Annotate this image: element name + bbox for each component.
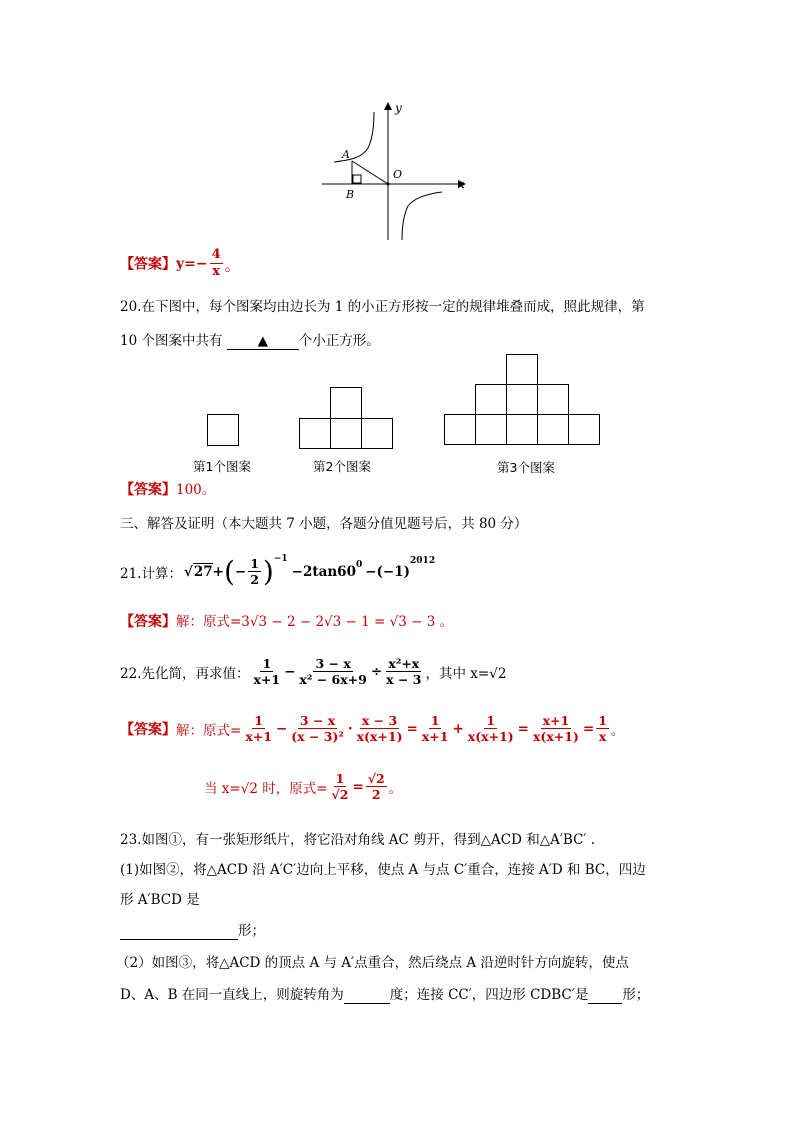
q21-degree: 0 <box>355 560 363 570</box>
label-o: O <box>393 168 403 181</box>
hyperbola-branch-left <box>334 112 374 162</box>
q22-end: 。 <box>610 723 625 739</box>
q21-answer-text: 解：原式=3√3 − 2 − 2√3 − 1 = √3 − 3 。 <box>176 614 454 630</box>
q23-line6-c: 形； <box>622 987 650 1003</box>
answer-tag: 【答案】 <box>120 256 176 273</box>
pattern3-square <box>506 414 538 445</box>
q22-line <box>120 650 506 694</box>
label-a: A <box>342 148 350 161</box>
q20-answer <box>120 478 215 499</box>
q22-f1-num: 1 <box>262 655 272 671</box>
q22-a5-num: 1 <box>486 712 496 728</box>
pattern3-square <box>537 414 569 445</box>
q21-label: 21.计算： <box>120 566 182 582</box>
q22-a1-num: 1 <box>254 712 263 728</box>
q22-ans-prefix: 解：原式= <box>176 723 242 739</box>
q22-when <box>204 764 402 810</box>
q22-a7-den: x <box>598 729 607 745</box>
q22-w1-den: √2 <box>331 787 349 803</box>
q22-a2-num: 3 − x <box>299 712 336 728</box>
q23-line5: （2）如图③，将△ACD 的顶点 A 与 A′点重合，然后绕点 A 沿逆时针方向旋转，使点 <box>116 955 629 971</box>
q23-line1: 23.如图①，有一张矩形纸片，将它沿对角线 AC 剪开，得到△ACD 和△A′BC′ . <box>120 832 596 848</box>
q19-answer-lhs: y=− <box>176 255 208 272</box>
q19-answer-fraction <box>210 248 223 280</box>
q22-w1-num: 1 <box>335 770 345 786</box>
caption-pattern2: 第2个图案 <box>313 459 371 474</box>
right-angle-mark <box>353 175 361 183</box>
q22-div: ÷ <box>370 664 383 680</box>
pattern2-square <box>299 418 331 449</box>
q22-a4-den: x+1 <box>421 729 449 745</box>
q22-when-end: 。 <box>388 781 403 797</box>
q23-line3: 形 A′BCD 是 <box>120 892 200 908</box>
q19-answer-end: 。 <box>224 255 241 275</box>
q19-frac-den: x <box>212 263 221 279</box>
q22-a2-den: (x − 3)² <box>291 729 344 745</box>
triangle-icon: ▲ <box>257 333 268 349</box>
q22-f2-den: x² − 6x+9 <box>299 672 367 688</box>
q22-eq: = <box>406 721 418 737</box>
q22-f1-den: x+1 <box>253 672 281 688</box>
q23-line6-b: 度；连接 CC′，四边形 CDBC′是 <box>389 987 589 1003</box>
q22-w2-num: √2 <box>367 770 385 786</box>
q22-a4-num: 1 <box>430 712 440 728</box>
q23-line6 <box>120 983 649 1004</box>
q22-a7-num: 1 <box>598 712 607 728</box>
pattern3-square <box>475 384 507 415</box>
q21-exp-neg1: −1 <box>273 554 288 564</box>
label-x: x <box>458 177 465 191</box>
q22-f3-num: x²+x <box>388 655 420 671</box>
section3-title: 三、解答及证明（本大题共 7 小题，各题分值见题号后，共 80 分） <box>120 516 528 532</box>
q22-plus: + <box>452 721 464 737</box>
pattern3-square <box>568 414 600 445</box>
answer-tag: 【答案】 <box>120 722 176 738</box>
q21-tan: −2tan60 <box>291 564 356 580</box>
q22-when-eq: = <box>352 779 364 795</box>
q22-a3-num: x − 3 <box>361 712 398 728</box>
q23-line4 <box>120 919 265 940</box>
q20-line2-a: 10 个图案中共有 <box>120 333 223 349</box>
q23-line4-text: 形； <box>238 923 265 939</box>
q22-a6-num: x+1 <box>542 712 570 728</box>
q20-line1: 20.在下图中，每个图案均由边长为 1 的小正方形按一定的规律堆叠而成，照此规律，第 <box>120 299 645 315</box>
segment-ao <box>352 161 388 184</box>
q22-w2-den: 2 <box>371 787 381 803</box>
q23-line6-a: D、A、B 在同一直线上，则旋转角为 <box>120 987 344 1003</box>
q22-condition: ，其中 x=√2 <box>425 666 507 682</box>
q22-f2-num: 3 − x <box>315 655 351 671</box>
q22-label: 22.先化简，再求值： <box>120 666 250 682</box>
hyperbola-branch-right <box>402 192 442 240</box>
q22-ans-minus: − <box>275 721 288 737</box>
pattern3-square <box>444 414 476 445</box>
pattern2-square <box>330 387 362 419</box>
pattern3-square <box>506 354 538 385</box>
pattern2-square <box>361 418 393 449</box>
q23-line2: (1)如图②，将△ACD 沿 A′C′边向上平移，使点 A 与点 C′重合，连接 A′D 和 BC，四边 <box>120 862 646 878</box>
q20-answer-blank <box>227 333 299 350</box>
answer-tag: 【答案】 <box>120 482 176 498</box>
q22-answer: 【答案】 解：原式= $\frac{1}{x+1}$ − $\frac{3 - x}{\text{(x − 3)²}}$ · $\frac{x - 3}{x(x+1)}$ = $\frac{1}{x+1}$ + $\frac{1}{x(x+1)}$ = $\frac{x+1}{x(x+1)}$ = $\frac{1}{x}$ 。 <box>120 712 625 745</box>
label-y: y <box>395 101 402 115</box>
q19-answer <box>120 248 241 280</box>
pattern1-square <box>207 414 239 446</box>
q21-line: 21.计算： √27 + ( − $\frac{1}{2}$ ) $^{-1}$ −2tan60 $^0$ −(−1) $^{2012}$ <box>120 554 436 588</box>
q20-line2 <box>120 329 380 350</box>
caption-pattern1: 第1个图案 <box>193 459 251 474</box>
q22-when-text: 当 x=√2 时，原式= <box>204 781 328 797</box>
pattern3-square <box>537 384 569 415</box>
answer-tag: 【答案】 <box>120 614 176 630</box>
q21-half-den: 2 <box>250 572 259 588</box>
q23-blank-1 <box>120 923 238 940</box>
q20-line2-b: 个小正方形。 <box>298 333 380 349</box>
q21-answer <box>120 610 453 631</box>
pattern3-square <box>506 384 538 415</box>
origin-point <box>386 182 389 185</box>
pattern2-square <box>330 418 362 449</box>
q22-minus: − <box>284 664 296 680</box>
q21-half-num: 1 <box>250 555 259 571</box>
q22-a1-den: x+1 <box>245 729 272 745</box>
y-axis-arrow <box>384 102 392 110</box>
q22-a5-den: x(x+1) <box>467 729 514 745</box>
q19-frac-num: 4 <box>211 247 221 262</box>
q22-eq-2: = <box>517 721 529 737</box>
q22-f3-den: x − 3 <box>386 672 422 688</box>
q22-a3-den: x(x+1) <box>356 729 403 745</box>
q23-blank-2 <box>344 987 390 1004</box>
q21-plus: + <box>212 564 224 580</box>
pattern3-square <box>475 414 507 445</box>
q21-neg: − <box>234 564 247 580</box>
caption-pattern3: 第3个图案 <box>497 460 555 475</box>
q23-blank-3 <box>588 987 622 1004</box>
q22-eq-3: = <box>582 721 595 737</box>
q21-sqrt27: 27 <box>193 564 213 580</box>
q20-answer-value: 100。 <box>176 482 216 498</box>
q21-minus-one: −(−1) <box>365 564 411 580</box>
hyperbola-figure <box>316 98 472 244</box>
label-b: B <box>346 188 355 201</box>
q22-a6-den: x(x+1) <box>532 729 579 745</box>
q21-exp-2012: 2012 <box>410 556 436 566</box>
